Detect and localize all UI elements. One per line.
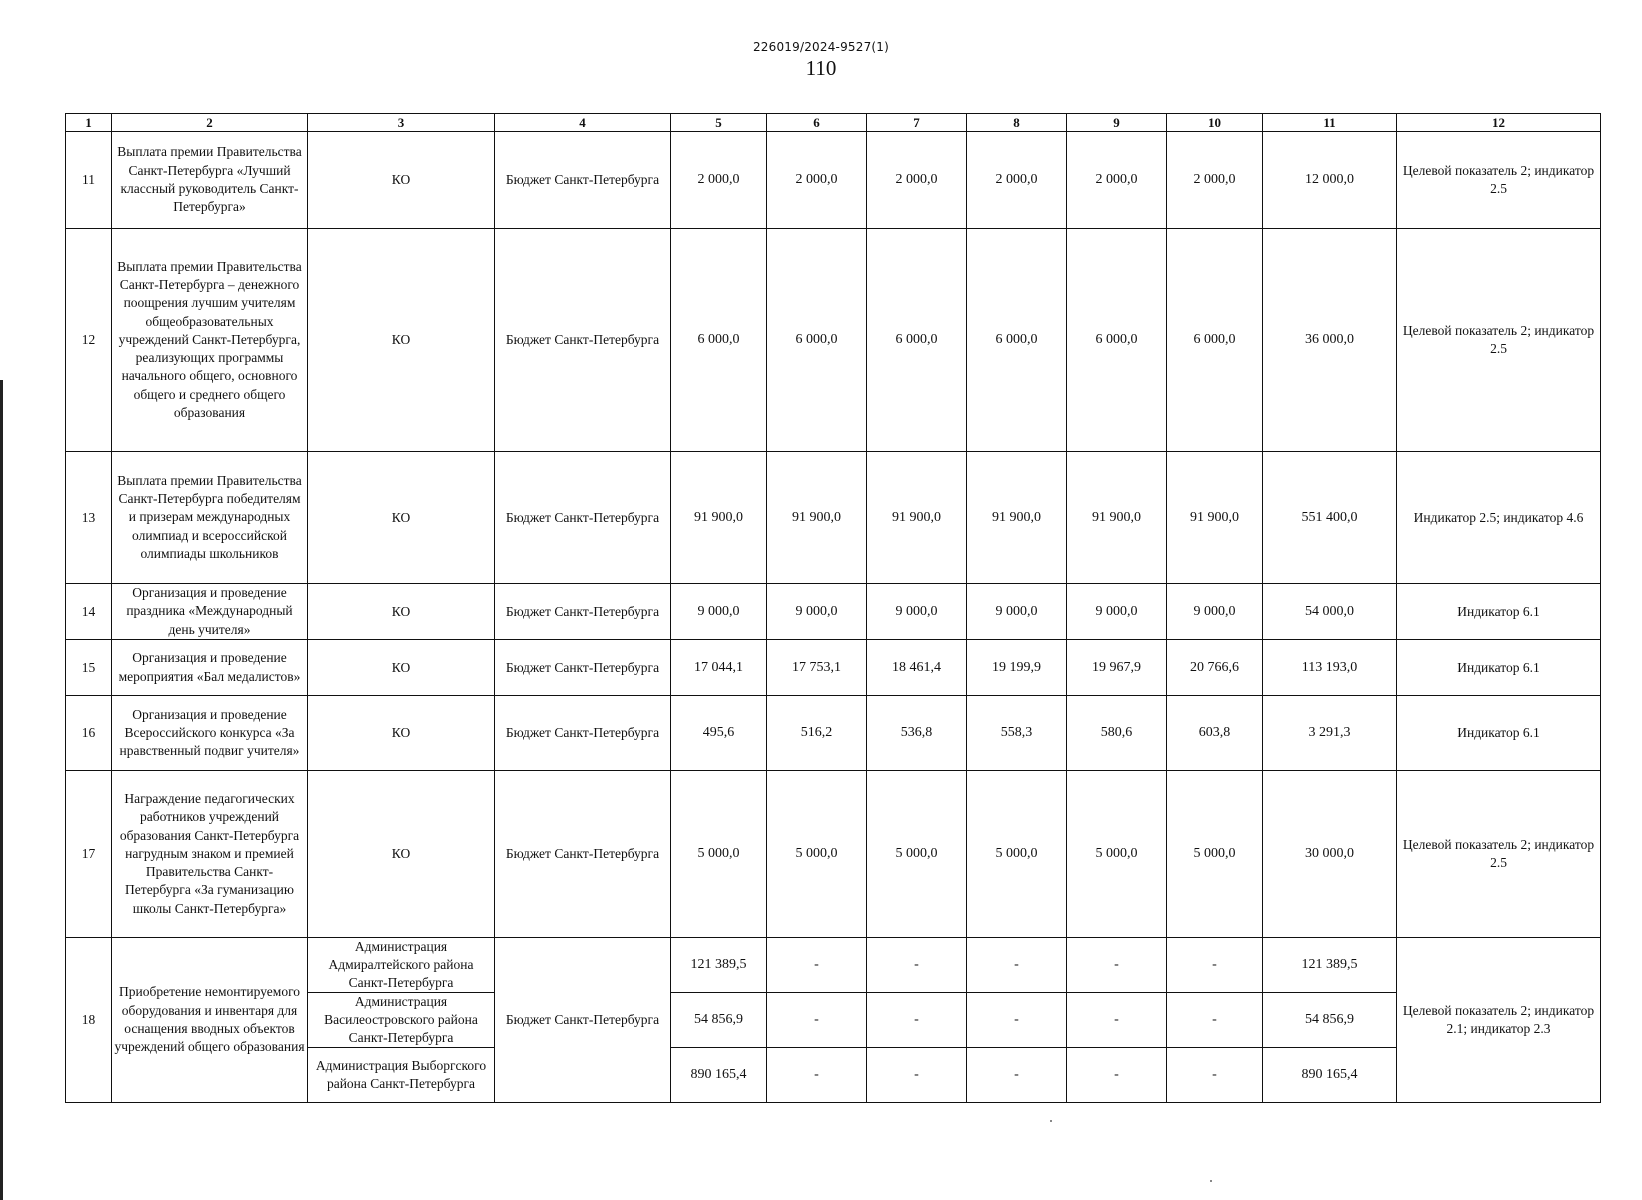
year-value: 5 000,0 <box>967 771 1067 938</box>
table-row <box>66 771 1601 938</box>
year-value: 5 000,0 <box>1067 771 1167 938</box>
activity-name: Приобретение немонтируемого оборудования и инвентаря для оснащения вводных объектов учреждений общего образования <box>112 938 308 1103</box>
year-value: 9 000,0 <box>867 584 967 640</box>
executor: Администрация Василеостровского района Санкт-Петербурга <box>308 993 495 1048</box>
year-value: 516,2 <box>767 696 867 771</box>
total-value: 54 000,0 <box>1263 584 1397 640</box>
year-value: 2 000,0 <box>671 132 767 229</box>
year-value: 19 967,9 <box>1067 640 1167 696</box>
year-value: - <box>867 1048 967 1103</box>
executor: КО <box>308 452 495 584</box>
row-number: 14 <box>66 584 112 640</box>
table-row <box>66 640 1601 696</box>
year-value: - <box>867 938 967 993</box>
row-number: 18 <box>66 938 112 1103</box>
column-number: 8 <box>967 114 1067 132</box>
indicator: Целевой показатель 2; индикатор 2.5 <box>1397 132 1601 229</box>
year-value: 558,3 <box>967 696 1067 771</box>
year-value: 18 461,4 <box>867 640 967 696</box>
year-value: 6 000,0 <box>967 229 1067 452</box>
activity-name: Выплата премии Правительства Санкт-Петербурга «Лучший классный руководитель Санкт-Петербурга» <box>112 132 308 229</box>
year-value: - <box>1067 1048 1167 1103</box>
indicator: Индикатор 6.1 <box>1397 584 1601 640</box>
activity-name: Награждение педагогических работников учреждений образования Санкт-Петербурга нагрудным знаком и премией Правительства Санкт-Петербурга «За гуманизацию школы Санкт-Петербурга» <box>112 771 308 938</box>
executor: КО <box>308 132 495 229</box>
year-value: 91 900,0 <box>671 452 767 584</box>
column-number: 10 <box>1167 114 1263 132</box>
year-value: 5 000,0 <box>767 771 867 938</box>
executor: КО <box>308 640 495 696</box>
year-value: 580,6 <box>1067 696 1167 771</box>
funding-source: Бюджет Санкт-Петербурга <box>495 229 671 452</box>
row-number: 17 <box>66 771 112 938</box>
year-value: - <box>767 993 867 1048</box>
indicator: Целевой показатель 2; индикатор 2.5 <box>1397 771 1601 938</box>
year-value: - <box>767 1048 867 1103</box>
year-value: 9 000,0 <box>1067 584 1167 640</box>
column-number-row <box>66 114 1601 132</box>
budget-table <box>65 113 1601 1103</box>
year-value: 91 900,0 <box>767 452 867 584</box>
total-value: 890 165,4 <box>1263 1048 1397 1103</box>
year-value: 2 000,0 <box>767 132 867 229</box>
year-value: 54 856,9 <box>671 993 767 1048</box>
year-value: - <box>967 1048 1067 1103</box>
row-number: 15 <box>66 640 112 696</box>
executor: Администрация Выборгского района Санкт-Петербурга <box>308 1048 495 1103</box>
year-value: 91 900,0 <box>1167 452 1263 584</box>
column-number: 6 <box>767 114 867 132</box>
activity-name: Выплата премии Правительства Санкт-Петербурга победителям и призерам международных олимпиад и всероссийской олимпиады школьников <box>112 452 308 584</box>
year-value: 121 389,5 <box>671 938 767 993</box>
year-value: 5 000,0 <box>1167 771 1263 938</box>
column-number: 2 <box>112 114 308 132</box>
year-value: 17 044,1 <box>671 640 767 696</box>
year-value: 9 000,0 <box>671 584 767 640</box>
year-value: 17 753,1 <box>767 640 867 696</box>
year-value: - <box>967 938 1067 993</box>
year-value: 20 766,6 <box>1167 640 1263 696</box>
row-number: 12 <box>66 229 112 452</box>
year-value: 91 900,0 <box>967 452 1067 584</box>
year-value: - <box>867 993 967 1048</box>
column-number: 4 <box>495 114 671 132</box>
row-number: 16 <box>66 696 112 771</box>
scan-speck <box>1210 1180 1212 1182</box>
year-value: 9 000,0 <box>967 584 1067 640</box>
indicator: Индикатор 2.5; индикатор 4.6 <box>1397 452 1601 584</box>
total-value: 12 000,0 <box>1263 132 1397 229</box>
year-value: 2 000,0 <box>1067 132 1167 229</box>
total-value: 30 000,0 <box>1263 771 1397 938</box>
document-registration-number: 226019/2024-9527(1) <box>752 40 890 54</box>
table-row <box>66 938 1601 993</box>
executor: Администрация Адмиралтейского района Санкт-Петербурга <box>308 938 495 993</box>
funding-source: Бюджет Санкт-Петербурга <box>495 452 671 584</box>
funding-source: Бюджет Санкт-Петербурга <box>495 584 671 640</box>
executor: КО <box>308 771 495 938</box>
year-value: 19 199,9 <box>967 640 1067 696</box>
year-value: - <box>1167 938 1263 993</box>
year-value: - <box>1067 993 1167 1048</box>
table-row <box>66 132 1601 229</box>
year-value: 2 000,0 <box>967 132 1067 229</box>
page-number: 110 <box>805 56 837 80</box>
year-value: - <box>1067 938 1167 993</box>
total-value: 3 291,3 <box>1263 696 1397 771</box>
executor: КО <box>308 584 495 640</box>
funding-source: Бюджет Санкт-Петербурга <box>495 640 671 696</box>
row-number: 13 <box>66 452 112 584</box>
year-value: 6 000,0 <box>1067 229 1167 452</box>
year-value: 536,8 <box>867 696 967 771</box>
column-number: 3 <box>308 114 495 132</box>
column-number: 9 <box>1067 114 1167 132</box>
row-number: 11 <box>66 132 112 229</box>
year-value: - <box>1167 993 1263 1048</box>
activity-name: Организация и проведение Всероссийского конкурса «За нравственный подвиг учителя» <box>112 696 308 771</box>
column-number: 5 <box>671 114 767 132</box>
year-value: 2 000,0 <box>867 132 967 229</box>
year-value: 9 000,0 <box>767 584 867 640</box>
year-value: 6 000,0 <box>767 229 867 452</box>
year-value: - <box>967 993 1067 1048</box>
funding-source: Бюджет Санкт-Петербурга <box>495 771 671 938</box>
year-value: - <box>1167 1048 1263 1103</box>
column-number: 12 <box>1397 114 1601 132</box>
year-value: - <box>767 938 867 993</box>
scan-edge-shadow <box>0 380 3 1200</box>
year-value: 495,6 <box>671 696 767 771</box>
year-value: 6 000,0 <box>671 229 767 452</box>
indicator: Индикатор 6.1 <box>1397 640 1601 696</box>
indicator: Целевой показатель 2; индикатор 2.1; индикатор 2.3 <box>1397 938 1601 1103</box>
executor: КО <box>308 696 495 771</box>
year-value: 5 000,0 <box>671 771 767 938</box>
column-number: 1 <box>66 114 112 132</box>
column-number: 7 <box>867 114 967 132</box>
activity-name: Выплата премии Правительства Санкт-Петербурга – денежного поощрения лучшим учителям общеобразовательных учреждений Санкт-Петербурга, реализующих программы начального общего, основного общего и среднего общего образования <box>112 229 308 452</box>
funding-source: Бюджет Санкт-Петербурга <box>495 938 671 1103</box>
table-row <box>66 229 1601 452</box>
table-row <box>66 584 1601 640</box>
year-value: 890 165,4 <box>671 1048 767 1103</box>
total-value: 36 000,0 <box>1263 229 1397 452</box>
activity-name: Организация и проведение праздника «Международный день учителя» <box>112 584 308 640</box>
year-value: 91 900,0 <box>867 452 967 584</box>
indicator: Целевой показатель 2; индикатор 2.5 <box>1397 229 1601 452</box>
total-value: 113 193,0 <box>1263 640 1397 696</box>
activity-name: Организация и проведение мероприятия «Бал медалистов» <box>112 640 308 696</box>
total-value: 54 856,9 <box>1263 993 1397 1048</box>
year-value: 2 000,0 <box>1167 132 1263 229</box>
year-value: 91 900,0 <box>1067 452 1167 584</box>
table-row <box>66 696 1601 771</box>
column-number: 11 <box>1263 114 1397 132</box>
year-value: 6 000,0 <box>867 229 967 452</box>
year-value: 5 000,0 <box>867 771 967 938</box>
year-value: 9 000,0 <box>1167 584 1263 640</box>
indicator: Индикатор 6.1 <box>1397 696 1601 771</box>
scan-speck <box>1050 1120 1052 1122</box>
year-value: 6 000,0 <box>1167 229 1263 452</box>
total-value: 551 400,0 <box>1263 452 1397 584</box>
funding-source: Бюджет Санкт-Петербурга <box>495 696 671 771</box>
total-value: 121 389,5 <box>1263 938 1397 993</box>
funding-source: Бюджет Санкт-Петербурга <box>495 132 671 229</box>
executor: КО <box>308 229 495 452</box>
table-row <box>66 452 1601 584</box>
year-value: 603,8 <box>1167 696 1263 771</box>
